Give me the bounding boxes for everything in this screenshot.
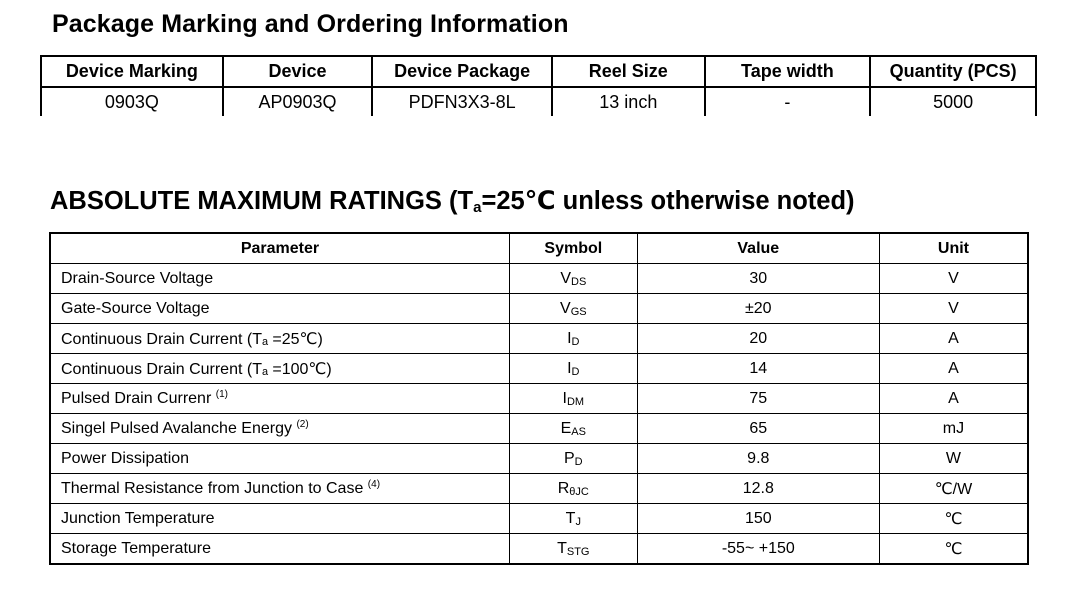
unit-cell: A	[879, 324, 1028, 354]
symbol-cell: VGS	[509, 294, 637, 324]
symbol-cell: PD	[509, 444, 637, 474]
ordering-data-row	[41, 87, 1036, 116]
parameter-cell: Storage Temperature	[50, 534, 509, 565]
footnote-ref: (1)	[215, 389, 228, 400]
symbol-cell: EAS	[509, 414, 637, 444]
col-header: Reel Size	[552, 56, 705, 87]
symbol-cell: ID	[509, 324, 637, 354]
parameter-cell: Power Dissipation	[50, 444, 509, 474]
ordering-table	[40, 55, 1037, 116]
parameter-cell: Junction Temperature	[50, 504, 509, 534]
symbol-cell: TSTG	[509, 534, 637, 565]
col-header: Device	[223, 56, 373, 87]
device-marking-cell: 0903Q	[41, 87, 223, 116]
ordering-header-row	[41, 56, 1036, 87]
col-header: Quantity (PCS)	[870, 56, 1036, 87]
parameter-cell: Continuous Drain Current (Tₐ =25℃)	[50, 324, 509, 354]
parameter-cell: Drain-Source Voltage	[50, 264, 509, 294]
col-header: Symbol	[509, 233, 637, 264]
ordering-title: Package Marking and Ordering Information	[52, 10, 569, 38]
value-cell: 30	[637, 264, 879, 294]
value-cell: -55~ +150	[637, 534, 879, 565]
table-row	[50, 294, 1028, 324]
value-cell: 14	[637, 354, 879, 384]
symbol-cell: VDS	[509, 264, 637, 294]
value-cell: 150	[637, 504, 879, 534]
value-cell: 75	[637, 384, 879, 414]
table-row	[50, 354, 1028, 384]
unit-cell: ℃	[879, 504, 1028, 534]
symbol-cell: IDM	[509, 384, 637, 414]
unit-cell: W	[879, 444, 1028, 474]
unit-cell: mJ	[879, 414, 1028, 444]
table-row	[50, 444, 1028, 474]
table-row	[50, 414, 1028, 444]
col-header: Value	[637, 233, 879, 264]
col-header: Parameter	[50, 233, 509, 264]
col-header: Device Package	[372, 56, 552, 87]
parameter-cell: Pulsed Drain Currenr $^{(1)}$	[50, 384, 509, 414]
table-row	[50, 504, 1028, 534]
col-header: Device Marking	[41, 56, 223, 87]
parameter-cell: Thermal Resistance from Junction to Case $^{(4)}$	[50, 474, 509, 504]
col-header: Tape width	[705, 56, 871, 87]
value-cell: 20	[637, 324, 879, 354]
ratings-title: ABSOLUTE MAXIMUM RATINGS ($T_a=25℃$ unless otherwise noted)	[50, 187, 855, 216]
tape-width-cell: -	[705, 87, 871, 116]
symbol-cell: TJ	[509, 504, 637, 534]
unit-cell: V	[879, 264, 1028, 294]
value-cell: 9.8	[637, 444, 879, 474]
table-row	[50, 534, 1028, 565]
unit-cell: ℃/W	[879, 474, 1028, 504]
table-row	[50, 264, 1028, 294]
value-cell: 65	[637, 414, 879, 444]
symbol-cell: ID	[509, 354, 637, 384]
reel-size-cell: 13 inch	[552, 87, 705, 116]
ratings-header-row	[50, 233, 1028, 264]
symbol-cell: RθJC	[509, 474, 637, 504]
unit-cell: A	[879, 384, 1028, 414]
parameter-cell: Continuous Drain Current (Tₐ =100℃)	[50, 354, 509, 384]
unit-cell: ℃	[879, 534, 1028, 565]
device-cell: AP0903Q	[223, 87, 373, 116]
col-header: Unit	[879, 233, 1028, 264]
table-row	[50, 324, 1028, 354]
quantity-cell: 5000	[870, 87, 1036, 116]
footnote-ref: (2)	[296, 419, 309, 430]
ratings-table	[49, 232, 1029, 565]
value-cell: 12.8	[637, 474, 879, 504]
unit-cell: V	[879, 294, 1028, 324]
table-row	[50, 474, 1028, 504]
footnote-ref: (4)	[367, 479, 381, 490]
table-row	[50, 384, 1028, 414]
unit-cell: A	[879, 354, 1028, 384]
device-package-cell: PDFN3X3-8L	[372, 87, 552, 116]
value-cell: ±20	[637, 294, 879, 324]
parameter-cell: Singel Pulsed Avalanche Energy $^{(2)}$	[50, 414, 509, 444]
parameter-cell: Gate-Source Voltage	[50, 294, 509, 324]
